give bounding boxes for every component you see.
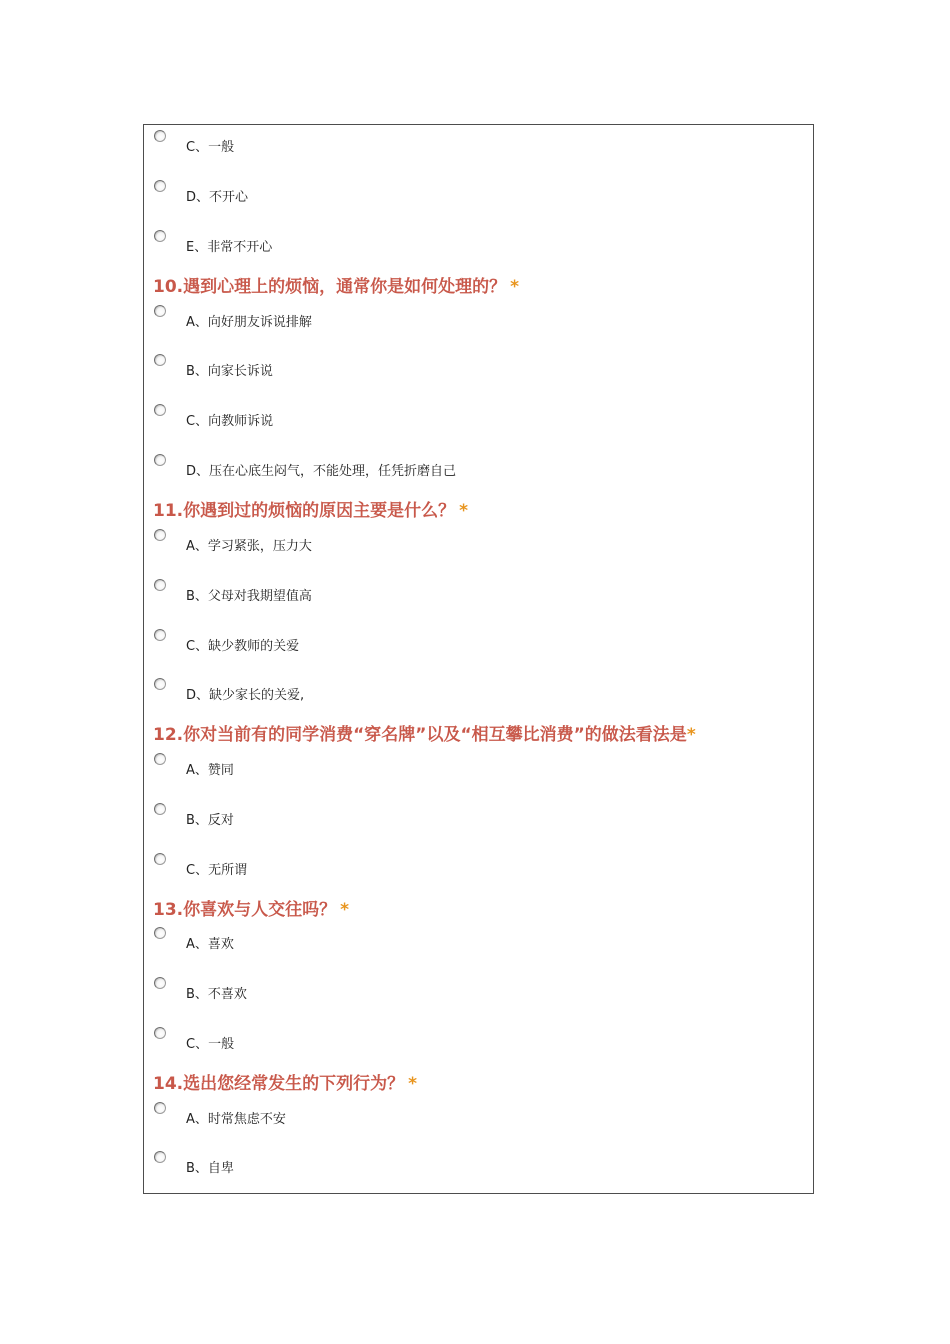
option-label: E、非常不开心 — [186, 240, 273, 255]
question-text: 12.你对当前有的同学消费“穿名牌”以及“相互攀比消费”的做法看法是 — [153, 725, 687, 745]
option-item[interactable] — [144, 404, 784, 428]
question-text: 11.你遇到过的烦恼的原因主要是什么？ — [153, 501, 456, 521]
radio-button[interactable] — [154, 579, 166, 591]
option-label: C、向教师诉说 — [186, 414, 274, 429]
required-mark: * — [510, 277, 520, 297]
option-item[interactable] — [144, 853, 784, 877]
question-text: 10.遇到心理上的烦恼，通常你是如何处理的？ — [153, 277, 507, 297]
option-label: D、压在心底生闷气，不能处理，任凭折磨自己 — [186, 464, 457, 479]
question-title — [153, 1073, 417, 1097]
option-label: C、缺少教师的关爱 — [186, 639, 300, 654]
option-label: D、不开心 — [186, 190, 249, 205]
option-item[interactable] — [144, 529, 784, 553]
option-item[interactable] — [144, 1151, 784, 1175]
radio-button[interactable] — [154, 803, 166, 815]
question-text: 13.你喜欢与人交往吗？ — [153, 900, 337, 920]
radio-button[interactable] — [154, 180, 166, 192]
required-mark: * — [408, 1074, 418, 1094]
option-item[interactable] — [144, 803, 784, 827]
radio-button[interactable] — [154, 629, 166, 641]
radio-button[interactable] — [154, 1151, 166, 1163]
radio-button[interactable] — [154, 230, 166, 242]
option-item[interactable] — [144, 354, 784, 378]
option-label: B、父母对我期望值高 — [186, 589, 312, 604]
option-item[interactable] — [144, 230, 784, 254]
option-item[interactable] — [144, 629, 784, 653]
option-label: B、向家长诉说 — [186, 364, 273, 379]
option-label: C、无所谓 — [186, 863, 248, 878]
option-label: C、一般 — [186, 140, 235, 155]
required-mark: * — [340, 900, 350, 920]
radio-button[interactable] — [154, 354, 166, 366]
option-item[interactable] — [144, 1027, 784, 1051]
radio-button[interactable] — [154, 678, 166, 690]
option-label: A、赞同 — [186, 763, 234, 778]
radio-button[interactable] — [154, 529, 166, 541]
radio-button[interactable] — [154, 454, 166, 466]
question-title — [153, 500, 468, 524]
required-mark: * — [459, 501, 469, 521]
survey-frame — [143, 124, 814, 1194]
radio-button[interactable] — [154, 1027, 166, 1039]
option-item[interactable] — [144, 454, 784, 478]
option-item[interactable] — [144, 305, 784, 329]
option-item[interactable] — [144, 1102, 784, 1126]
option-item[interactable] — [144, 579, 784, 603]
option-label: D、缺少家长的关爱, — [186, 688, 305, 703]
radio-button[interactable] — [154, 1102, 166, 1114]
question-title — [153, 899, 349, 923]
option-label: A、时常焦虑不安 — [186, 1112, 286, 1127]
option-label: A、向好朋友诉说排解 — [186, 315, 312, 330]
radio-button[interactable] — [154, 927, 166, 939]
option-label: B、反对 — [186, 813, 234, 828]
radio-button[interactable] — [154, 977, 166, 989]
radio-button[interactable] — [154, 305, 166, 317]
radio-button[interactable] — [154, 853, 166, 865]
option-label: C、一般 — [186, 1037, 235, 1052]
option-item[interactable] — [144, 130, 784, 154]
option-item[interactable] — [144, 927, 784, 951]
radio-button[interactable] — [154, 404, 166, 416]
question-text: 14.选出您经常发生的下列行为？ — [153, 1074, 405, 1094]
question-title — [153, 724, 696, 748]
radio-button[interactable] — [154, 753, 166, 765]
option-item[interactable] — [144, 180, 784, 204]
option-item[interactable] — [144, 753, 784, 777]
option-label: B、自卑 — [186, 1161, 234, 1176]
question-title — [153, 276, 519, 300]
option-label: A、喜欢 — [186, 937, 234, 952]
option-label: B、不喜欢 — [186, 987, 247, 1002]
required-mark: * — [686, 725, 696, 745]
option-item[interactable] — [144, 678, 784, 702]
option-label: A、学习紧张，压力大 — [186, 539, 312, 554]
radio-button[interactable] — [154, 130, 166, 142]
option-item[interactable] — [144, 977, 784, 1001]
